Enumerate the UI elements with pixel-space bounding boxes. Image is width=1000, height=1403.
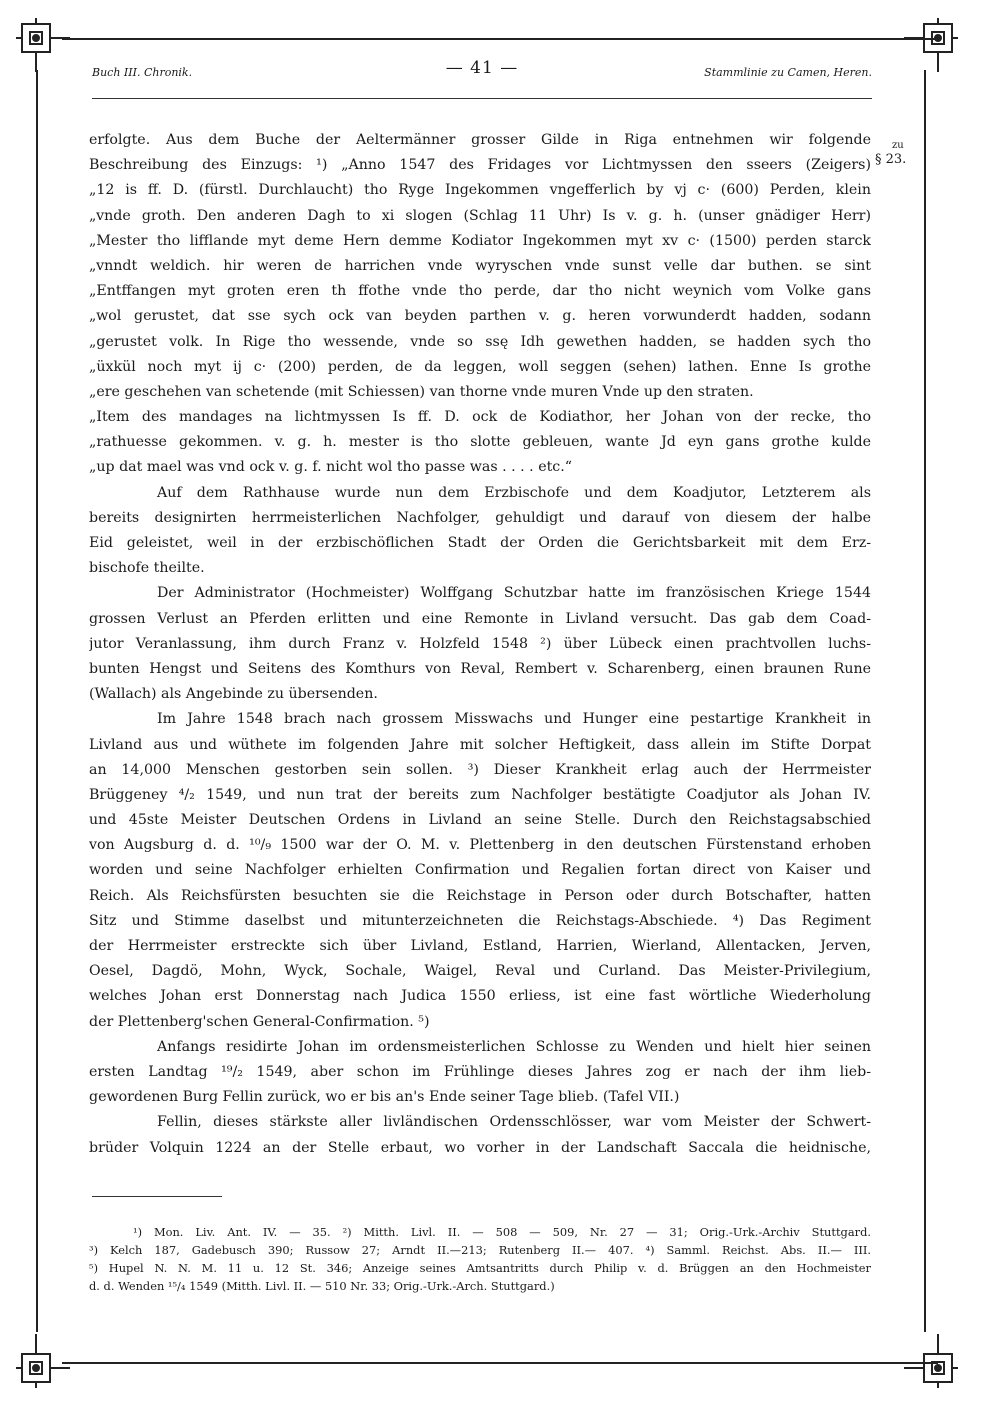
text-line: Oesel, Dagdö, Mohn, Wyck, Sochale, Waigel, Reval und Curland. Das Meister-Privilegium, bbox=[89, 963, 871, 980]
frame-top-line bbox=[62, 38, 938, 40]
text-line: Beschreibung des Einzugs: ¹) „Anno 1547 des Fridages vor Lichtmyssen den sseers (Zeigers) bbox=[89, 157, 871, 174]
frame-bottom-line bbox=[62, 1362, 938, 1364]
corner-ornament-top-left bbox=[12, 14, 74, 76]
text-line: Der Administrator (Hochmeister) Wolffgang Schutzbar hatte im französischen Kriege 1544 bbox=[157, 585, 871, 602]
text-line: „Entffangen myt groten eren th ffothe vnde tho perde, dar tho nicht weynich vom Volke gans bbox=[89, 283, 871, 300]
text-line: „rathuesse gekommen. v. g. h. mester is tho slotte gebleuen, wante Jd eyn gans grothe kulde bbox=[89, 434, 871, 451]
page-number: — 41 — bbox=[445, 58, 519, 78]
text-line: (Wallach) als Angebinde zu übersenden. bbox=[89, 686, 378, 703]
text-line: Im Jahre 1548 brach nach grossem Misswachs und Hunger eine pestartige Krankheit in bbox=[157, 711, 871, 728]
margin-note-zu: zu bbox=[892, 140, 904, 151]
header-left: Buch III. Chronik. bbox=[92, 66, 193, 79]
margin-note-section: § 23. bbox=[875, 152, 907, 167]
text-line: Anfangs residirte Johan im ordensmeisterlichen Schlosse zu Wenden und hielt hier seinen bbox=[157, 1038, 871, 1055]
text-line: bunten Hengst und Seitens des Komthurs von Reval, Rembert v. Scharenberg, einen braunen Rune bbox=[89, 660, 871, 677]
frame-left-line bbox=[36, 70, 38, 1332]
text-line: grossen Verlust an Pferden erlitten und eine Remonte in Livland versucht. Das gab dem Coad- bbox=[89, 610, 871, 627]
text-line: Sitz und Stimme daselbst und mitunterzeichneten die Reichstags-Abschiede. ⁴) Das Regiment bbox=[89, 912, 871, 929]
corner-ornament-top-right bbox=[900, 14, 962, 76]
text-line: „ere geschehen van schetende (mit Schiessen) van thorne vnde muren Vnde up den straten. bbox=[89, 383, 754, 400]
text-line: „Item des mandages na lichtmyssen Is ff. D. ock de Kodiathor, her Johan von der recke, tho bbox=[89, 409, 871, 426]
text-line: „üxkül noch myt ij c· (200) perden, de da leggen, woll seggen (sehen) lathen. Enne Is grothe bbox=[89, 358, 871, 375]
footnote-rule bbox=[92, 1196, 222, 1197]
footnotes bbox=[89, 1223, 871, 1295]
text-line: bischofe theilte. bbox=[89, 560, 205, 577]
text-line: erfolgte. Aus dem Buche der Aeltermänner grosser Gilde in Riga entnehmen wir folgende bbox=[89, 132, 871, 148]
text-line: Livland aus und wüthete im folgenden Jahre mit solcher Heftigkeit, dass allein im Stifte Dorpat bbox=[89, 736, 871, 753]
text-line: Fellin, dieses stärkste aller livländischen Ordensschlösser, war vom Meister der Schwert- bbox=[157, 1114, 871, 1131]
footnote-line: ¹) Mon. Liv. Ant. IV. — 35. ²) Mitth. Livl. II. — 508 — 509, Nr. 27 — 31; Orig.-Urk.-Archiv Stuttgard. bbox=[133, 1225, 871, 1239]
header-rule bbox=[92, 98, 872, 99]
text-line: „vnndt weldich. hir weren de harrichen vnde wyryschen vnde sunst velle dar buthen. se sint bbox=[89, 257, 871, 274]
text-line: jutor Veranlassung, ihm durch Franz v. Holzfeld 1548 ²) über Lübeck einen prachtvollen luchs- bbox=[89, 635, 871, 652]
text-line: „up dat mael was vnd ock v. g. f. nicht wol tho passe was . . . . etc.“ bbox=[89, 459, 573, 476]
text-line: bereits designirten herrmeisterlichen Nachfolger, gehuldigt und darauf von diesem der halbe bbox=[89, 509, 871, 526]
text-line: Reich. Als Reichsfürsten besuchten sie die Reichstage in Person oder durch Botschafter, hatten bbox=[89, 887, 871, 904]
body-text bbox=[89, 128, 871, 1161]
text-line: der Plettenberg'schen General-Confirmation. ⁵) bbox=[89, 1013, 430, 1030]
text-line: „Mester tho lifflande myt deme Hern demme Kodiator Ingekommen myt xv c· (1500) perden starck bbox=[89, 232, 871, 249]
text-line: von Augsburg d. d. ¹⁰/₉ 1500 war der O. M. v. Plettenberg in den deutschen Fürstenstand erhoben bbox=[89, 837, 871, 854]
text-line: gewordenen Burg Fellin zurück, wo er bis an's Ende seiner Tage blieb. (Tafel VII.) bbox=[89, 1089, 680, 1106]
footnote-line: ⁵) Hupel N. N. M. 11 u. 12 St. 346; Anzeige seines Amtsantritts durch Philip v. d. Brüggen an den Hochmeister bbox=[89, 1261, 871, 1275]
footnote-line: d. d. Wenden ¹⁵/₄ 1549 (Mitth. Livl. II. — 510 Nr. 33; Orig.-Urk.-Arch. Stuttgard.) bbox=[89, 1279, 555, 1293]
text-line: welches Johan erst Donnerstag nach Judica 1550 erliess, ist eine fast wörtliche Wiederholung bbox=[89, 988, 871, 1005]
frame-right-line bbox=[924, 70, 926, 1332]
header-right: Stammlinie zu Camen, Heren. bbox=[704, 66, 872, 79]
corner-ornament-bottom-left bbox=[12, 1330, 74, 1392]
text-line: Auf dem Rathhause wurde nun dem Erzbischofe und dem Koadjutor, Letzterem als bbox=[157, 484, 871, 501]
text-line: Eid geleistet, weil in der erzbischöflichen Stadt der Orden die Gerichtsbarkeit mit dem Erz- bbox=[89, 535, 871, 551]
text-line: der Herrmeister erstreckte sich über Livland, Estland, Harrien, Wierland, Allentacken, Jerven, bbox=[89, 938, 871, 954]
text-line: und 45ste Meister Deutschen Ordens in Livland an seine Stelle. Durch den Reichstagsabschied bbox=[89, 812, 871, 829]
text-line: Brüggeney ⁴/₂ 1549, und nun trat der bereits zum Nachfolger bestätigte Coadjutor als Johan IV. bbox=[89, 786, 871, 803]
text-line: brüder Volquin 1224 an der Stelle erbaut, wo vorher in der Landschaft Saccala die heidnische, bbox=[89, 1139, 871, 1156]
text-line: ersten Landtag ¹⁹/₂ 1549, aber schon im Frühlinge dieses Jahres zog er nach der ihm lieb- bbox=[89, 1063, 871, 1080]
footnote-line: ³) Kelch 187, Gadebusch 390; Russow 27; Arndt II.—213; Rutenberg II.— 407. ⁴) Samml. Reichst. Abs. II.— III. bbox=[89, 1243, 871, 1257]
text-line: an 14,000 Menschen gestorben sein sollen. ³) Dieser Krankheit erlag auch der Herrmeister bbox=[89, 761, 871, 778]
text-line: „wol gerustet, dat sse sych ock van beyden parthen v. g. heren vorwunderdt hadden, sodann bbox=[89, 308, 871, 325]
text-line: „gerustet volk. In Rige tho wessende, vnde so ssę Idh gewethen hadden, se hadden sych tho bbox=[89, 333, 871, 350]
corner-ornament-bottom-right bbox=[900, 1330, 962, 1392]
text-line: „vnde groth. Den anderen Dagh to xi slogen (Schlag 11 Uhr) Is v. g. h. (unser gnädiger Herr) bbox=[89, 207, 871, 224]
text-line: worden und seine Nachfolger erhielten Confirmation und Regalien fortan direct von Kaiser und bbox=[89, 862, 871, 879]
text-line: „12 is ff. D. (fürstl. Durchlaucht) tho Ryge Ingekommen vngefferlich by vj c· (600) Perden, klein bbox=[89, 182, 871, 199]
running-header bbox=[92, 58, 872, 88]
